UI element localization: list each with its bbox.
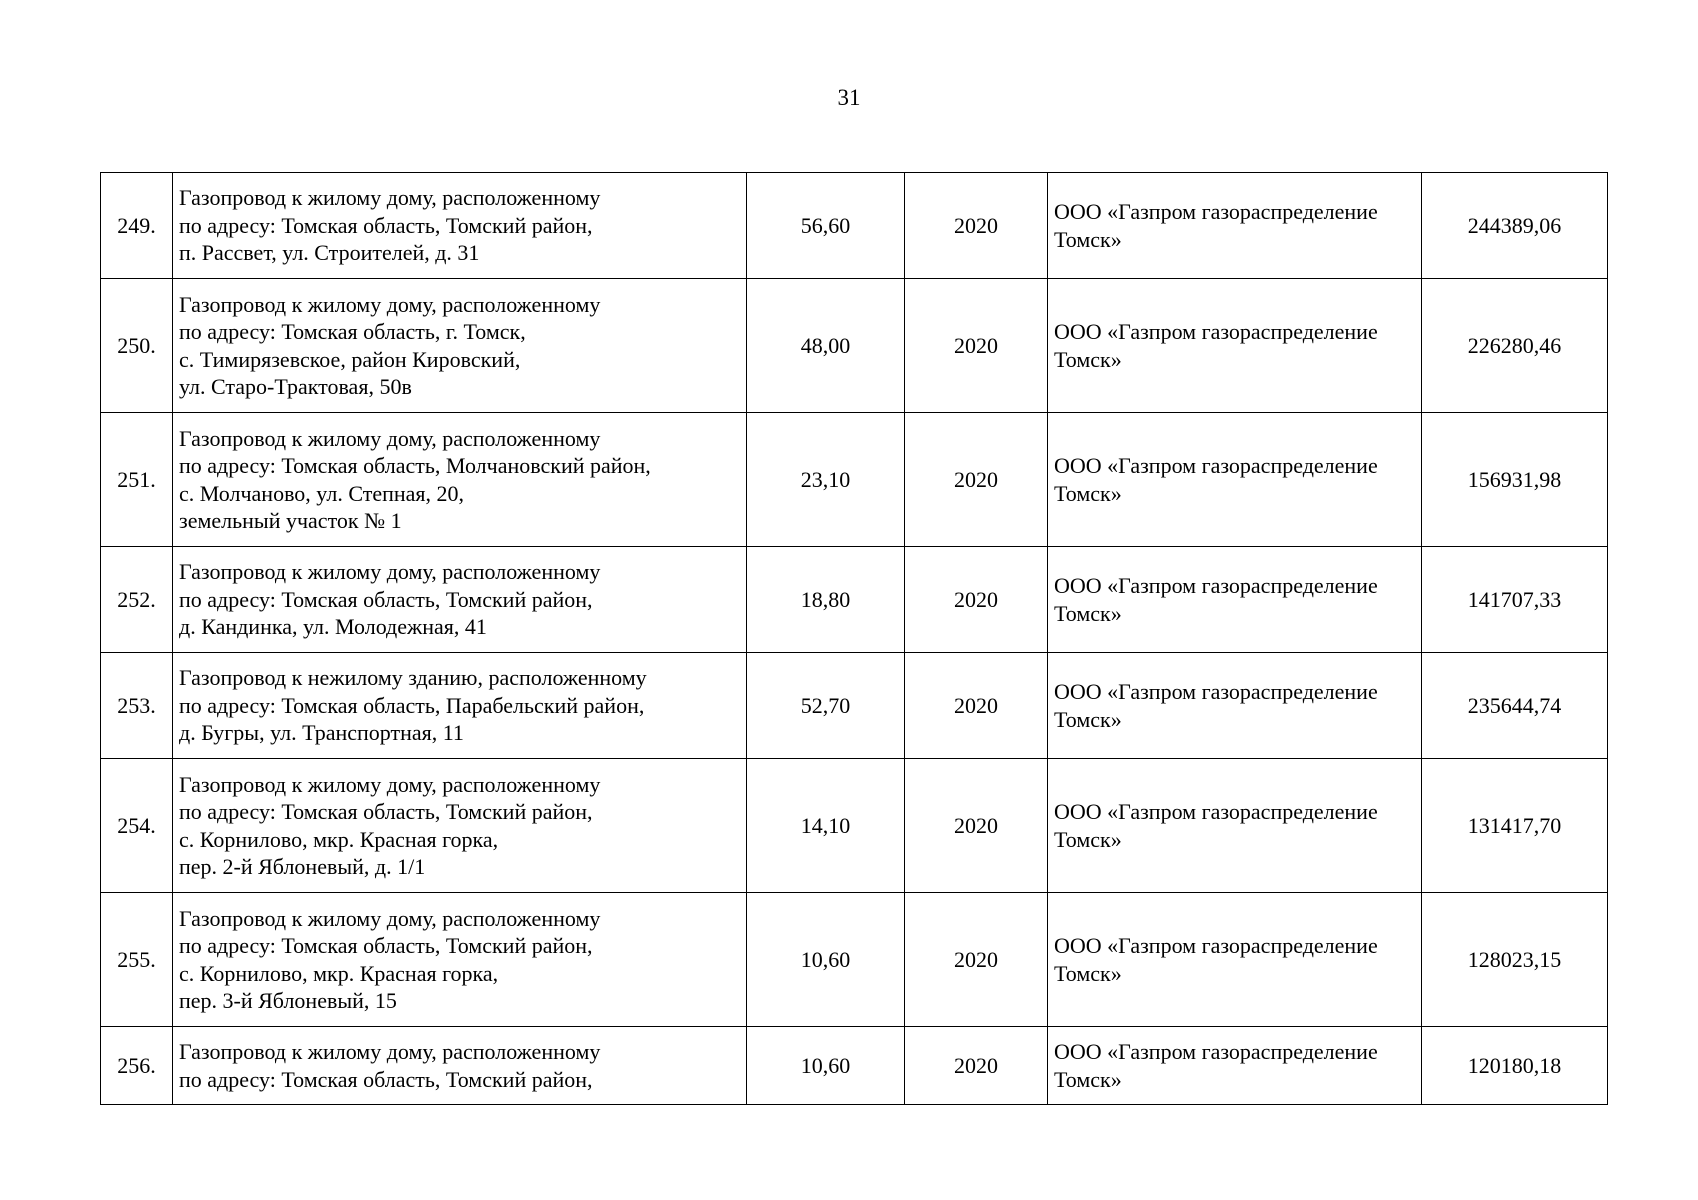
organization-line: Томск» [1054,600,1122,626]
table-row [101,893,1608,1027]
description-line: по адресу: Томская область, г. Томск, [179,319,526,344]
description-line: Газопровод к жилому дому, расположенному [179,425,601,451]
description-line: с. Корнилово, мкр. Красная горка, [179,960,499,986]
year-value: 2020 [905,547,1048,653]
description-line: по адресу: Томская область, Томский район, [179,933,593,958]
description-line: п. Рассвет, ул. Строителей, д. 31 [179,240,480,266]
cost-value: 128023,15 [1422,893,1608,1027]
year-value: 2020 [905,413,1048,547]
object-description [173,173,747,279]
organization-line: ООО «Газпром газораспределение [1054,679,1378,704]
description-line: по адресу: Томская область, Томский район, [179,1066,593,1092]
organization-line: ООО «Газпром газораспределение [1054,453,1378,478]
table-row [101,279,1608,413]
year-value: 2020 [905,653,1048,759]
organization-line: Томск» [1054,960,1122,986]
organization-line: ООО «Газпром газораспределение [1054,319,1378,344]
row-number: 253. [101,653,173,759]
description-line: пер. 2-й Яблоневый, д. 1/1 [179,854,426,879]
registry-table [100,172,1608,1105]
year-value: 2020 [905,1027,1048,1105]
year-value: 2020 [905,173,1048,279]
description-line: Газопровод к жилому дому, расположенному [179,1039,601,1064]
table-row [101,547,1608,653]
organization-line: Томск» [1054,826,1122,852]
table-row [101,653,1608,759]
description-line: земельный участок № 1 [179,508,402,533]
row-number: 256. [101,1027,173,1105]
description-line: ул. Старо-Трактовая, 50в [179,374,412,399]
organization-name [1048,279,1422,413]
description-line: д. Кандинка, ул. Молодежная, 41 [179,614,487,640]
organization-name [1048,1027,1422,1105]
description-line: Газопровод к жилому дому, расположенному [179,291,601,317]
description-line: Газопровод к нежилому зданию, расположенному [179,665,647,691]
organization-line: Томск» [1054,706,1122,732]
organization-name [1048,547,1422,653]
object-description [173,893,747,1027]
length-value: 23,10 [747,413,905,547]
description-line: Газопровод к жилому дому, расположенному [179,905,601,931]
cost-value: 235644,74 [1422,653,1608,759]
row-number: 254. [101,759,173,893]
object-description [173,547,747,653]
length-value: 10,60 [747,1027,905,1105]
length-value: 14,10 [747,759,905,893]
object-description [173,279,747,413]
table-row [101,413,1608,547]
object-description [173,1027,747,1105]
table-row [101,1027,1608,1105]
description-line: Газопровод к жилому дому, расположенному [179,771,601,797]
organization-name [1048,173,1422,279]
description-line: по адресу: Томская область, Молчановский район, [179,453,651,478]
cost-value: 156931,98 [1422,413,1608,547]
object-description [173,653,747,759]
description-line: с. Корнилово, мкр. Красная горка, [179,826,499,852]
organization-line: ООО «Газпром газораспределение [1054,199,1378,224]
object-description [173,759,747,893]
description-line: Газопровод к жилому дому, расположенному [179,559,601,585]
table-row [101,173,1608,279]
organization-name [1048,653,1422,759]
organization-line: ООО «Газпром газораспределение [1054,799,1378,824]
cost-value: 226280,46 [1422,279,1608,413]
description-line: по адресу: Томская область, Томский район, [179,586,593,612]
cost-value: 141707,33 [1422,547,1608,653]
organization-line: Томск» [1054,480,1122,506]
row-number: 250. [101,279,173,413]
organization-line: ООО «Газпром газораспределение [1054,933,1378,958]
table-row [101,759,1608,893]
organization-line: ООО «Газпром газораспределение [1054,1039,1378,1064]
object-description [173,413,747,547]
length-value: 56,60 [747,173,905,279]
cost-value: 244389,06 [1422,173,1608,279]
year-value: 2020 [905,759,1048,893]
row-number: 251. [101,413,173,547]
organization-line: Томск» [1054,1066,1122,1092]
length-value: 52,70 [747,653,905,759]
length-value: 18,80 [747,547,905,653]
length-value: 10,60 [747,893,905,1027]
description-line: д. Бугры, ул. Транспортная, 11 [179,720,464,746]
year-value: 2020 [905,279,1048,413]
year-value: 2020 [905,893,1048,1027]
description-line: по адресу: Томская область, Парабельский район, [179,692,645,718]
description-line: пер. 3-й Яблоневый, 15 [179,988,397,1013]
organization-name [1048,413,1422,547]
organization-line: ООО «Газпром газораспределение [1054,573,1378,598]
row-number: 252. [101,547,173,653]
description-line: с. Тимирязевское, район Кировский, [179,346,521,372]
description-line: с. Молчаново, ул. Степная, 20, [179,480,465,506]
cost-value: 131417,70 [1422,759,1608,893]
row-number: 255. [101,893,173,1027]
organization-line: Томск» [1054,346,1122,372]
row-number: 249. [101,173,173,279]
organization-name [1048,893,1422,1027]
description-line: Газопровод к жилому дому, расположенному [179,185,601,211]
description-line: по адресу: Томская область, Томский район, [179,212,593,238]
table-body [101,173,1608,1105]
organization-line: Томск» [1054,226,1122,252]
description-line: по адресу: Томская область, Томский район, [179,799,593,824]
length-value: 48,00 [747,279,905,413]
page-number: 31 [837,85,861,110]
cost-value: 120180,18 [1422,1027,1608,1105]
organization-name [1048,759,1422,893]
